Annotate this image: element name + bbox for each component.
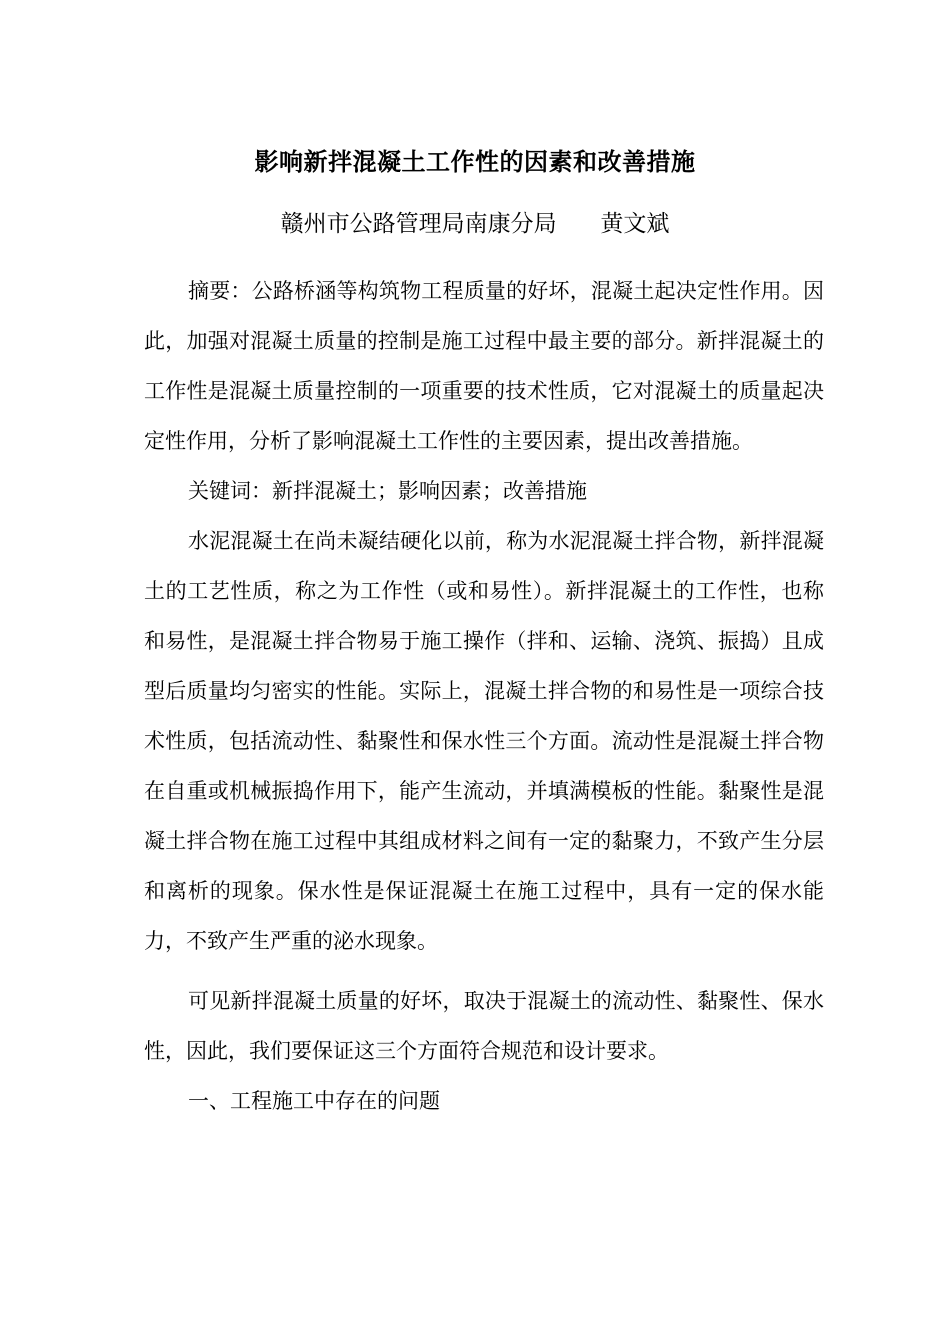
document-body [144,266,824,1126]
body-paragraph-2: 可见新拌混凝土质量的好坏，取决于混凝土的流动性、黏聚性、保水性，因此，我们要保证这三个方面符合规范和设计要求。 [144,989,824,1063]
keywords-paragraph: 关键词：新拌混凝土；影响因素；改善措施 [188,479,587,503]
section-heading: 一、工程施工中存在的问题 [188,1089,440,1113]
author-affiliation: 赣州市公路管理局南康分局 黄文斌 [280,211,670,237]
body-paragraph-1: 水泥混凝土在尚未凝结硬化以前，称为水泥混凝土拌合物，新拌混凝土的工艺性质，称之为工作性（或和易性）。新拌混凝土的工作性，也称和易性，是混凝土拌合物易于施工操作（拌和、运输、浇筑、振捣）且成型后质量均匀密实的性能。实际上，混凝土拌合物的和易性是一项综合技术性质，包括流动性、黏聚性和保水性三个方面。流动性是混凝土拌合物在自重或机械振捣作用下，能产生流动，并填满模板的性能。黏聚性是混凝土拌合物在施工过程中其组成材料之间有一定的黏聚力，不致产生分层和离析的现象。保水性是保证混凝土在施工过程中，具有一定的保水能力，不致产生严重的泌水现象。 [144,529,824,953]
abstract-paragraph: 摘要：公路桥涵等构筑物工程质量的好坏，混凝土起决定性作用。因此，加强对混凝土质量的控制是施工过程中最主要的部分。新拌混凝土的工作性是混凝土质量控制的一项重要的技术性质，它对混凝土的质量起决定性作用，分析了影响混凝土工作性的主要因素，提出改善措施。 [144,279,824,453]
document-title: 影响新拌混凝土工作性的因素和改善措施 [254,147,696,176]
